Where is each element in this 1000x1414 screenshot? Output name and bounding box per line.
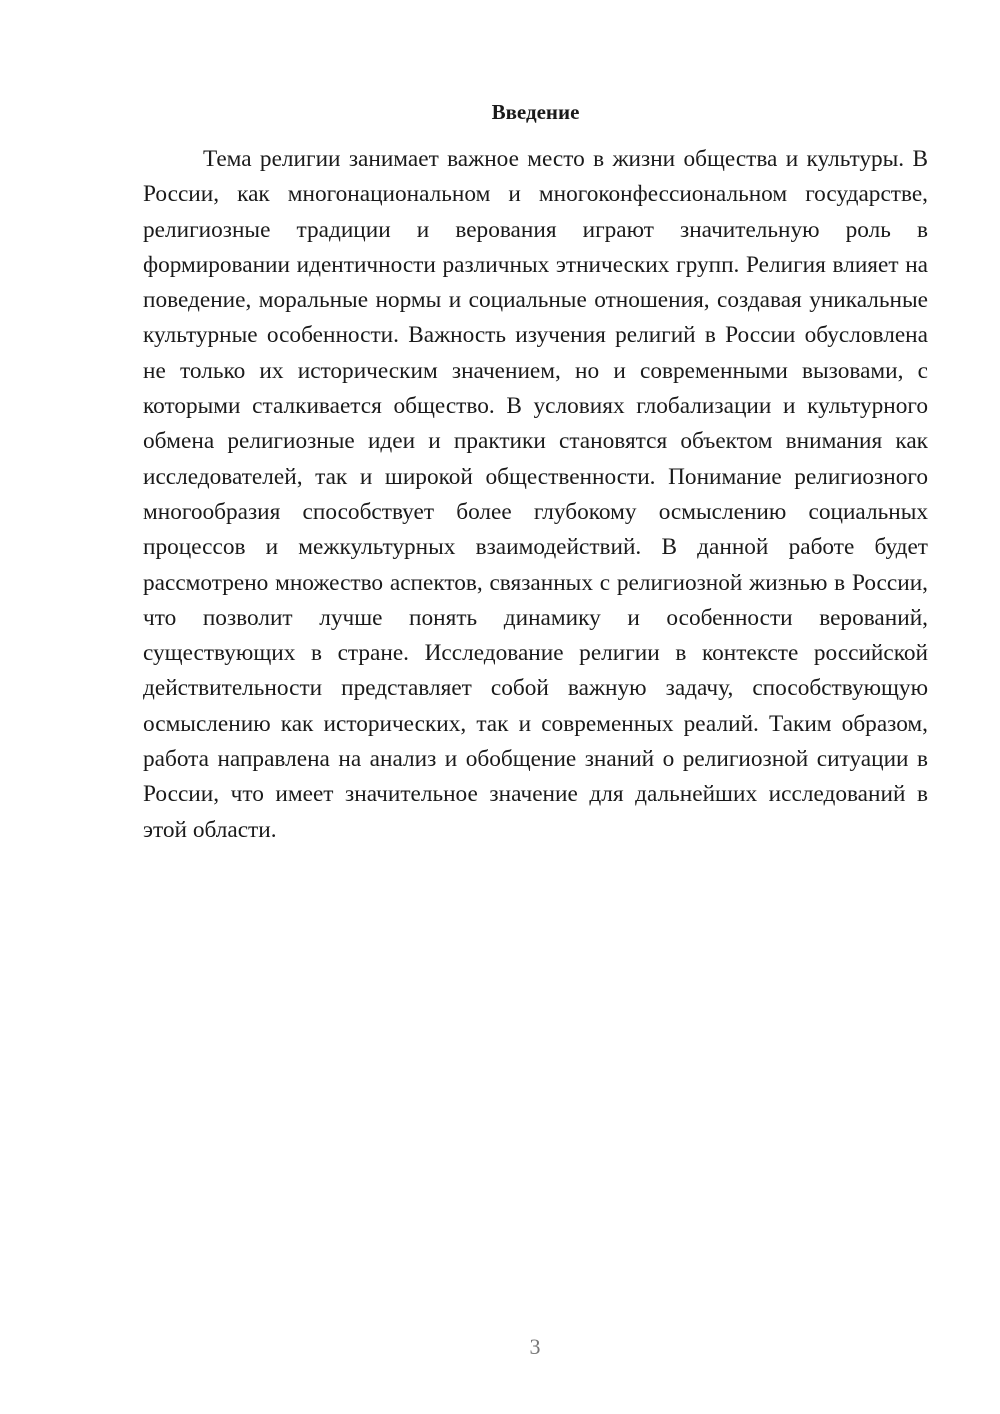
section-title: Введение [491, 100, 580, 124]
page-number: 3 [529, 1334, 541, 1359]
body-paragraph: Тема религии занимает важное место в жизни общества и культуры. В России, как многонациональном и многоконфессиональном государстве, религиозные традиции и верования играют значительную роль в формировании идентичности различных этнических групп. Религия влияет на поведение, моральные нормы и социальные отношения, создавая уникальные культурные особенности. Важность изучения религий в России обусловлена не только их историческим значением, но и современными вызовами, с которыми сталкивается общество. В условиях глобализации и культурного обмена религиозные идеи и практики становятся объектом внимания как исследователей, так и широкой общественности. Понимание религиозного многообразия способствует более глубокому осмыслению социальных процессов и межкультурных взаимодействий. В данной работе будет рассмотрено множество аспектов, связанных с религиозной жизнью в России, что позволит лучше понять динамику и особенности верований, существующих в стране. Исследование религии в контексте российской действительности представляет собой важную задачу, способствующую осмыслению как исторических, так и современных реалий. Таким образом, работа направлена на анализ и обобщение знаний о религиозной ситуации в России, что имеет значительное значение для дальнейших исследований в этой области. [143, 146, 928, 843]
